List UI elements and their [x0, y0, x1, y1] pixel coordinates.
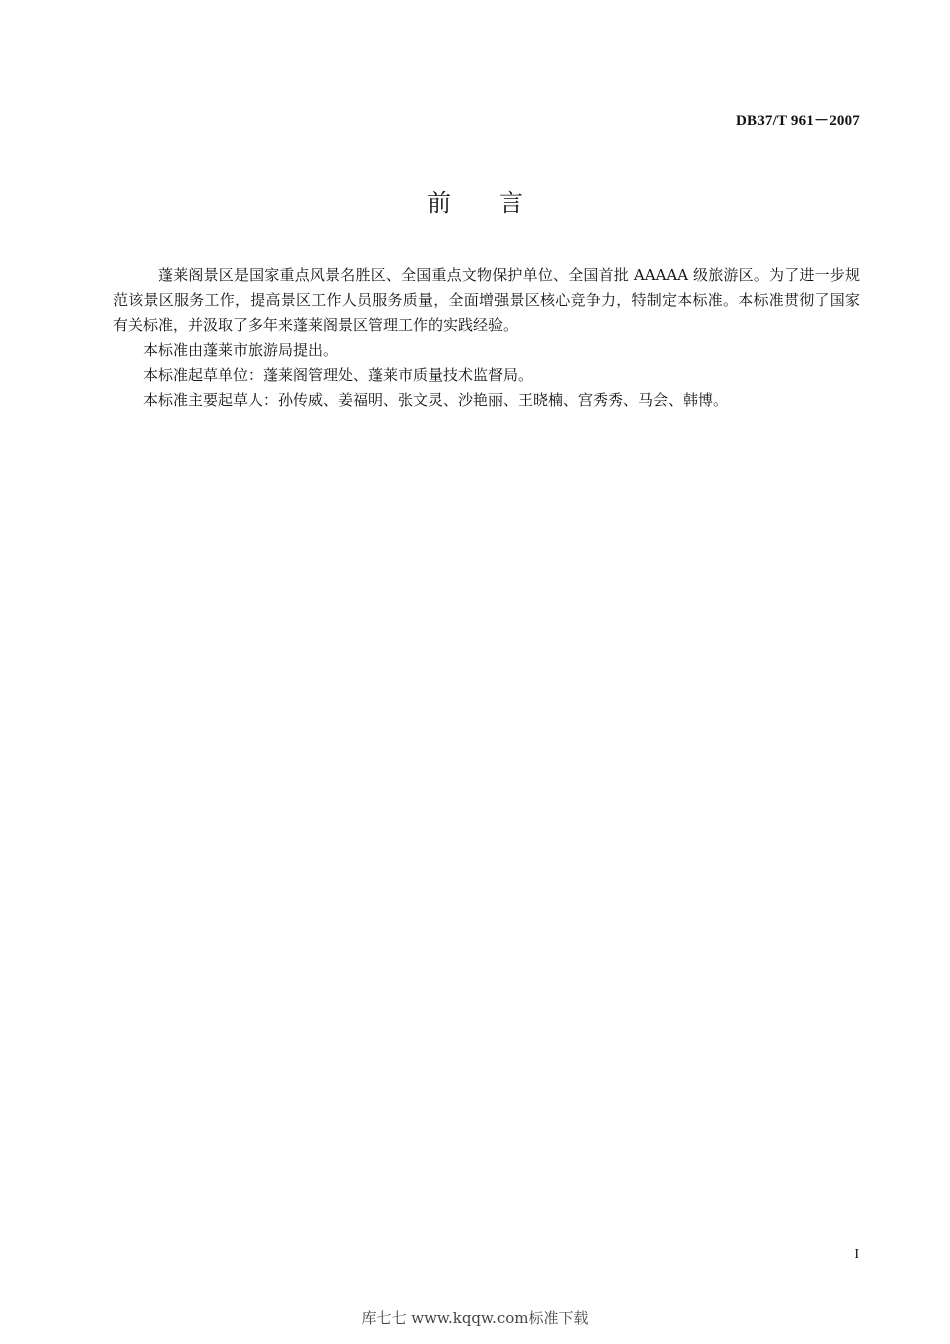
standard-code: DB37/T 961－2007 — [736, 113, 860, 129]
page-title — [0, 185, 950, 221]
paragraph-proposer: 本标准由蓬莱市旅游局提出。 — [143, 341, 339, 359]
paragraph-drafters: 本标准主要起草人：孙传威、姜福明、张文灵、沙艳丽、王晓楠、宫秀秀、马会、韩博。 — [143, 391, 729, 409]
title-char-1: 前 — [427, 189, 451, 217]
paragraph-drafting-units: 本标准起草单位：蓬莱阁管理处、蓬莱市质量技术监督局。 — [143, 366, 534, 384]
paragraph-intro: 蓬莱阁景区是国家重点风景名胜区、全国重点文物保护单位、全国首批 AAAAA 级旅游区。为了进一步规范该景区服务工作，提高景区工作人员服务质量，全面增强景区核心竞争力，特制定本标准。本标准贯彻了国家有关标准，并汲取了多年来蓬莱阁景区管理工作的实践经验。 — [113, 266, 860, 334]
foreword-body — [113, 263, 860, 413]
page-number: I — [854, 1247, 859, 1262]
download-watermark: 库七七 www.kqqw.com标准下载 — [361, 1309, 589, 1327]
title-char-2: 言 — [499, 189, 523, 217]
